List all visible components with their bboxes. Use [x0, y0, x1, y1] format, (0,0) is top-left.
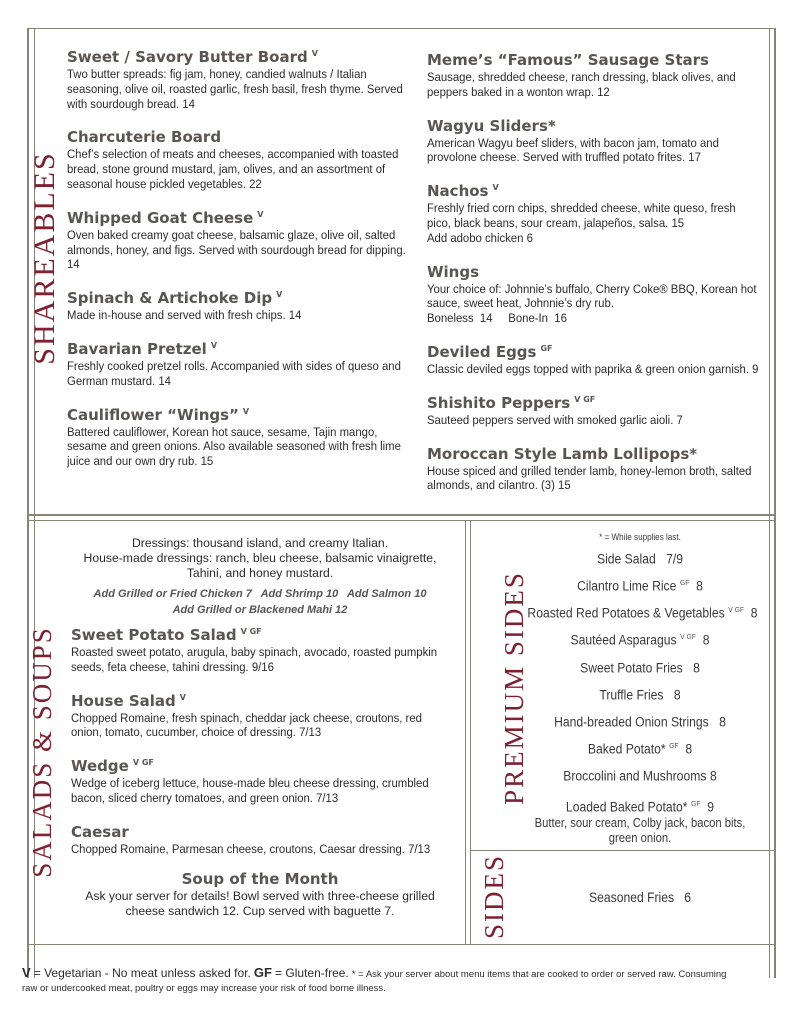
gluten-free-text: = Gluten-free. — [275, 966, 349, 980]
sides-title: SIDES — [479, 853, 509, 939]
dietary-tag: V — [210, 340, 218, 350]
menu-item — [67, 336, 412, 389]
shareables-title: SHAREABLES — [28, 151, 61, 365]
item-description: Chopped Romaine, fresh spinach, cheddar jack cheese, croutons, red onion, tomato, cucumber, choice of dressing. 7/13 — [71, 710, 422, 740]
side-item — [528, 687, 753, 703]
menu-item — [67, 402, 412, 469]
item-name: Meme’s “Famous” Sausage Stars — [427, 51, 709, 69]
vegetarian-text: = Vegetarian - No meat unless asked for. — [33, 966, 251, 980]
side-name: Side Salad — [596, 551, 656, 567]
item-description: Two butter spreads: fig jam, honey, candied walnuts / Italian seasoning, olive oil, roasted garlic, fresh basil, fresh thyme. Served with sourdough bread. 14 — [67, 67, 403, 111]
side-price: 9 — [707, 799, 715, 815]
item-description: House spiced and grilled tender lamb, honey-lemon broth, salted almonds, and cilantro. (3) 15 — [427, 463, 752, 493]
side-name: Sautéed Asparagus — [570, 632, 677, 648]
item-description: Sausage, shredded cheese, ranch dressing, black olives, and peppers baked in a wonton wrap. 12 — [427, 70, 736, 99]
side-name: Sweet Potato Fries — [580, 660, 683, 676]
divider-vertical-2 — [470, 520, 471, 944]
menu-item — [67, 205, 412, 272]
shareables-right-column — [427, 47, 759, 506]
shareables-left-column — [67, 44, 412, 482]
item-prices: Boneless 14 Bone-In 16 — [427, 311, 567, 326]
item-name: Bavarian Pretzel — [67, 339, 207, 358]
item-description: Chopped Romaine, Parmesan cheese, croutons, Caesar dressing. 7/13 — [71, 841, 431, 856]
item-description: Chef’s selection of meats and cheeses, accompanied with toasted bread, stone ground mustard, jam, olives, and an assortment of seasonal house pickled vegetables. 22 — [67, 147, 399, 191]
side-price: 8 — [673, 687, 681, 703]
menu-item — [71, 753, 449, 806]
item-description: Freshly cooked pretzel rolls. Accompanied with sides of queso and German mustard. 14 — [67, 358, 401, 388]
dressings-line: Tahini, and honey mustard. — [186, 566, 334, 580]
dietary-tag: V GF — [240, 627, 262, 636]
gluten-free-key: GF — [253, 965, 272, 980]
side-item — [528, 660, 753, 676]
side-item — [528, 578, 753, 594]
soup-description: Ask your server for details! Bowl served with three-cheese grilled — [85, 888, 435, 903]
side-item — [528, 714, 753, 730]
soup-name: Soup of the Month — [181, 869, 339, 888]
item-description: Made in-house and served with fresh chips. 14 — [67, 308, 302, 323]
soup-description: cheese sandwich 12. Cup served with baguette 7. — [125, 903, 395, 918]
side-item — [528, 799, 753, 815]
divider-shareables — [27, 514, 776, 516]
item-description: Oven baked creamy goat cheese, balsamic glaze, olive oil, salted almonds, honey, and figs. Served with sourdough bread for dipping. 14 — [67, 227, 406, 272]
item-description: Classic deviled eggs topped with paprika & green onion garnish. 9 — [427, 361, 759, 376]
menu-item — [71, 622, 449, 675]
dietary-tag: V — [492, 183, 499, 193]
item-name: Sweet / Savory Butter Board — [67, 48, 308, 66]
menu-item — [67, 124, 412, 191]
side-name: Hand-breaded Onion Strings — [554, 714, 709, 730]
divider-vertical — [465, 520, 466, 944]
divider-sides — [470, 850, 776, 851]
side-price: 8 — [696, 578, 703, 594]
frame-right-outer — [774, 28, 776, 978]
menu-item — [427, 259, 759, 326]
side-name: Roasted Red Potatoes & Vegetables — [527, 605, 725, 621]
loaded-potato-description: green onion. — [608, 831, 672, 845]
item-description: Wedge of iceberg lettuce, house-made bleu cheese dressing, crumbled bacon, sliced cherry tomatoes, and green onion. 7/13 — [71, 776, 429, 805]
dressings-line: House-made dressings: ranch, bleu cheese, balsamic vinaigrette, — [83, 551, 437, 565]
side-price: 8 — [685, 741, 693, 757]
item-name: Whipped Goat Cheese — [67, 208, 254, 227]
salad-addons: Add Grilled or Fried Chicken 7 Add Shrimp 10 Add Salmon 10 — [93, 588, 427, 600]
item-name: Moroccan Style Lamb Lollipops* — [427, 444, 698, 463]
frame-top — [27, 28, 776, 29]
side-item — [528, 632, 753, 648]
side-price: 8 — [719, 714, 726, 730]
menu-item — [427, 339, 759, 377]
menu-item — [427, 113, 759, 166]
side-name: Loaded Baked Potato* — [565, 799, 688, 815]
menu-item — [67, 285, 412, 323]
side-item — [528, 741, 753, 757]
dietary-tag: V — [179, 692, 186, 702]
menu-item — [71, 688, 449, 741]
side-price: 8 — [710, 768, 717, 784]
menu-item — [427, 178, 759, 245]
vegetarian-key: V — [22, 965, 31, 980]
side-price: 6 — [684, 890, 692, 905]
menu-item — [71, 819, 449, 857]
menu-item — [427, 390, 759, 428]
side-price: 8 — [693, 660, 700, 676]
footer-legend — [22, 966, 777, 996]
side-item — [523, 605, 762, 621]
item-description: Freshly fried corn chips, shredded cheese, white queso, fresh pico, black beans, sour cream, jalapeños, salsa. 15 — [427, 201, 736, 230]
side-item — [528, 768, 753, 784]
menu-item — [427, 441, 759, 494]
frame-bottom — [27, 944, 776, 945]
dietary-tag: V — [276, 290, 283, 300]
dietary-tag: V GF — [728, 605, 745, 614]
side-price: 7/9 — [666, 551, 684, 567]
item-addon: Add adobo chicken 6 — [427, 230, 533, 245]
raw-warning: raw or undercooked meat, poultry or eggs may increase your risk of food borne illness. — [22, 983, 386, 994]
item-name: Nachos — [427, 182, 489, 201]
dietary-tag: V GF — [132, 758, 154, 768]
item-name: Spinach & Artichoke Dip — [67, 289, 273, 308]
divider-shareables-thin — [27, 520, 776, 521]
dietary-tag: GF — [679, 578, 690, 587]
dressings-line: Dressings: thousand island, and creamy Italian. — [131, 536, 389, 550]
side-name: Truffle Fries — [599, 687, 664, 703]
item-name: Caesar — [71, 822, 129, 841]
dietary-tag: V — [257, 209, 264, 219]
side-item — [528, 551, 753, 567]
loaded-potato-description: Butter, sour cream, Colby jack, bacon bits, — [534, 816, 746, 830]
item-name: Wings — [427, 262, 480, 281]
item-description: Sauteed peppers served with smoked garlic aioli. 7 — [427, 412, 683, 427]
dietary-tag: GF — [691, 799, 701, 808]
premium-sides-title: PREMIUM SIDES — [499, 571, 529, 805]
item-description: Your choice of: Johnnie’s buffalo, Cherry Coke® BBQ, Korean hot sauce, sweet heat, Johnnie’s dry rub. — [427, 281, 757, 311]
menu-item — [67, 44, 412, 111]
item-name: Charcuterie Board — [67, 128, 222, 147]
item-name: Shishito Peppers — [427, 393, 571, 412]
dietary-tag: V — [311, 49, 318, 58]
salad-addons: Add Grilled or Blackened Mahi 12 — [172, 604, 348, 616]
item-name: Wedge — [71, 757, 129, 776]
menu-item — [427, 47, 759, 100]
dietary-tag: GF — [669, 741, 679, 750]
item-name: Wagyu Sliders* — [427, 116, 556, 135]
side-price: 8 — [702, 632, 710, 648]
side-name: Cilantro Lime Rice — [577, 578, 677, 594]
item-description: Battered cauliflower, Korean hot sauce, sesame, Tajin mango, sesame and green onions. Also available seasoned with fresh lime juice and our own dry rub. 15 — [67, 424, 401, 469]
side-price: 8 — [750, 605, 758, 621]
side-name: Broccolini and Mushrooms — [563, 768, 707, 784]
dietary-tag: V GF — [574, 394, 596, 404]
salads-soups-title: SALADS & SOUPS — [27, 626, 57, 878]
item-name: Cauliflower “Wings” — [67, 405, 239, 424]
side-name: Baked Potato* — [587, 741, 666, 757]
frame-right-inner — [769, 28, 770, 978]
item-name: Sweet Potato Salad — [71, 626, 237, 644]
item-description: American Wagyu beef sliders, with bacon jam, tomato and provolone cheese. Served with truffled potato frites. 17 — [427, 135, 719, 165]
dietary-tag: V GF — [680, 632, 696, 641]
raw-warning: * = Ask your server about menu items that are cooked to order or served raw. Consuming — [351, 969, 727, 980]
side-name: Seasoned Fries — [588, 890, 675, 905]
item-description: Roasted sweet potato, arugula, baby spinach, avocado, roasted pumpkin seeds, feta cheese, tahini dressing. 9/16 — [71, 645, 438, 674]
premium-sides-note: * = While supplies last. — [599, 532, 681, 542]
dietary-tag: V — [242, 406, 250, 416]
dietary-tag: GF — [540, 343, 553, 353]
side-item — [528, 890, 753, 905]
salads-column — [71, 536, 449, 919]
item-name: Deviled Eggs — [427, 342, 537, 361]
item-name: House Salad — [71, 691, 176, 710]
